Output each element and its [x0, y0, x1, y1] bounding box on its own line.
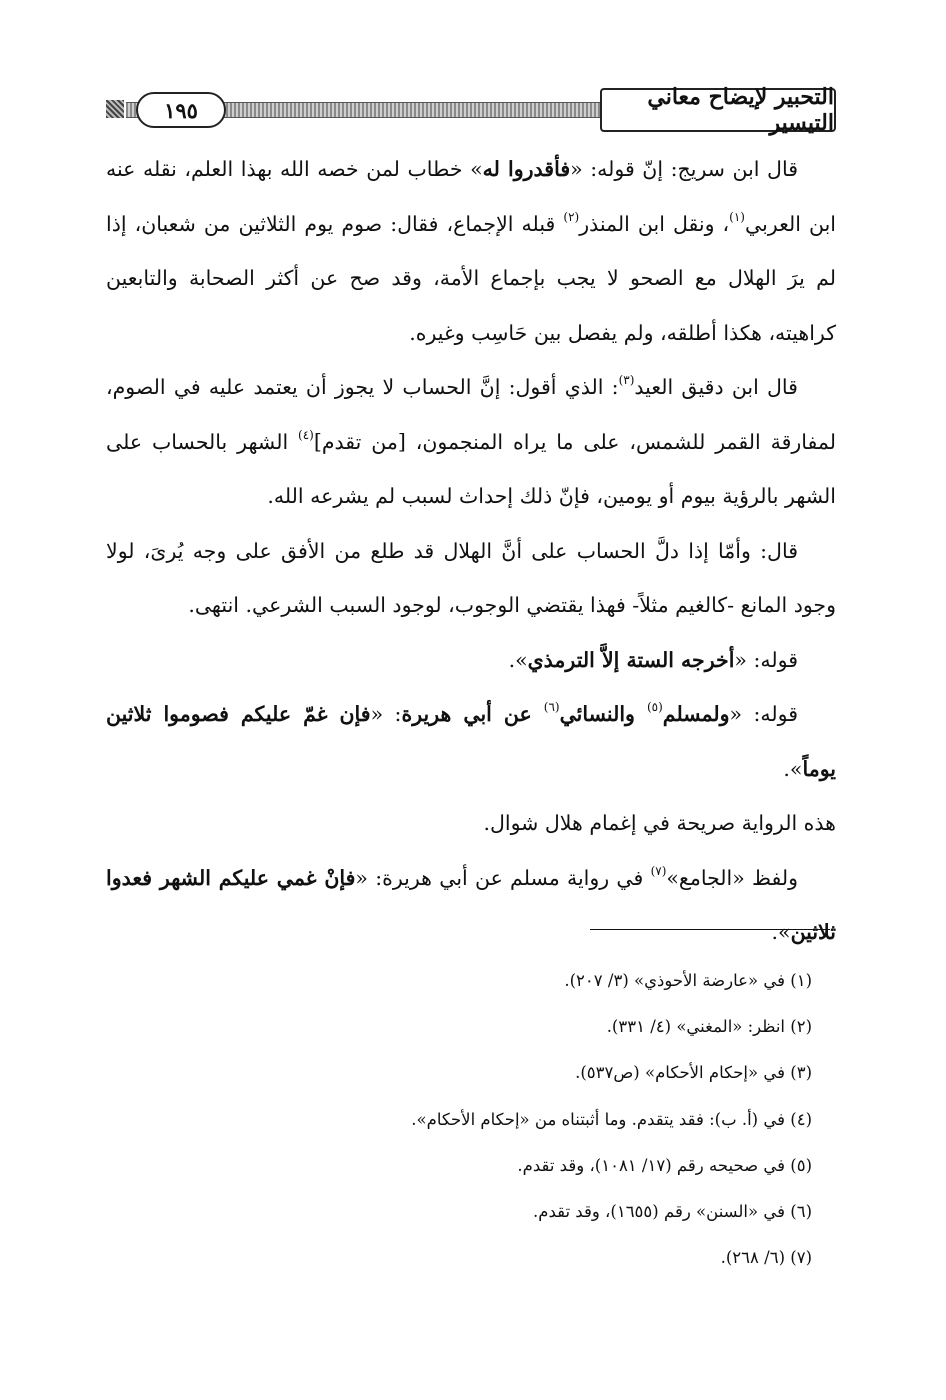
paragraph-6: هذه الرواية صريحة في إغمام هلال شوال. [483, 811, 836, 835]
footnote-item: (٢) انظر: «المغني» (٤/ ٣٣١). [606, 1017, 812, 1037]
footnote-ref: (١) [729, 209, 745, 224]
footnote-ref: (٥) [646, 700, 663, 714]
footnotes [106, 958, 836, 1281]
page-number: ١٩٥ [136, 92, 226, 128]
header-ornament [106, 100, 124, 118]
paragraph-2: قال ابن دقيق العيد$^{(٣)}$: الذي أقول: إنَّ الحساب لا يجوز أن يعتمد عليه في الصوم، لمفارقة القمر للشمس، على ما يراه المنجمون، [من تقدم]$^{(٤)}$ الشهر بالحساب على الشهر بالرؤية بيوم أو يومين، فإنّ ذلك إحداث لسبب لم يشرعه الله. [106, 373, 836, 508]
paragraph-5: قوله: «ولمسلم$^{(٥)}$ والنسائي$^{(٦)}$ عن أبي هريرة: «فإن غمّ عليكم فصوموا ثلاثين يوماً». [106, 700, 836, 781]
footnote-item: (٣) في «إحكام الأحكام» (ص٥٣٧). [575, 1063, 812, 1083]
footnote-ref: (٦) [543, 700, 560, 714]
footnote-item: (٤) في (أ. ب): فقد يتقدم. وما أثبتناه من «إحكام الأحكام». [411, 1109, 812, 1129]
page-header [106, 84, 836, 140]
footnote-ref: (٢) [563, 209, 580, 224]
footnote-item: (٦) في «السنن» رقم (١٦٥٥)، وقد تقدم. [532, 1202, 812, 1222]
footnote-separator [590, 929, 830, 930]
quoted-phrase: أخرجه الستة إلاَّ الترمذي [527, 647, 735, 672]
footnote-ref: (٤) [298, 427, 314, 442]
quoted-hadith: فإنْ غمي عليكم الشهر فعدوا ثلاثين [106, 865, 836, 944]
footnote-item: (٧) (٦/ ٢٦٨). [720, 1248, 812, 1268]
paragraph-4: قوله: «أخرجه الستة إلاَّ الترمذي». [508, 647, 798, 672]
quoted-hadith: فإن غمّ عليكم فصوموا ثلاثين يوماً [106, 702, 836, 781]
footnote-ref: (٧) [650, 863, 667, 878]
paragraph-3: قال: وأمّا إذا دلَّ الحساب على أنَّ الهلال قد طلع من الأفق على وجه يُرىَ، لولا وجود المانع -كالغيم مثلاً- فهذا يقتضي الوجوب، لوجود السبب الشرعي. انتهى. [106, 538, 836, 617]
quoted-phrase: فأقدروا له [482, 157, 571, 181]
paragraph-7: ولفظ «الجامع»$^{(٧)}$ في رواية مسلم عن أبي هريرة: «فإنْ غمي عليكم الشهر فعدوا ثلاثين». [106, 863, 836, 944]
running-title: التحبير لإيضاح معاني التيسير [600, 88, 836, 132]
footnote-item: (٥) في صحيحه رقم (١٧/ ١٠٨١)، وقد تقدم. [517, 1155, 812, 1175]
paragraph-1: قال ابن سريج: إنّ قوله: «فأقدروا له» خطاب لمن خصه الله بهذا العلم، نقله عنه ابن العربي$^{(١)}$، ونقل ابن المنذر$^{(٢)}$ قبله الإجماع، فقال: صوم يوم الثلاثين من شعبان، إذا لم يرَ الهلال مع الصحو لا يجب بإجماع الأمة، وقد صح عن أكثر الصحابة والتابعين كراهيته، هكذا أطلقه، ولم يفصل بين حَاسِب وغيره. [106, 157, 836, 345]
main-text [106, 142, 836, 960]
footnote-ref: (٣) [618, 373, 635, 387]
footnote-item: (١) في «عارضة الأحوذي» (٣/ ٢٠٧). [564, 971, 812, 990]
